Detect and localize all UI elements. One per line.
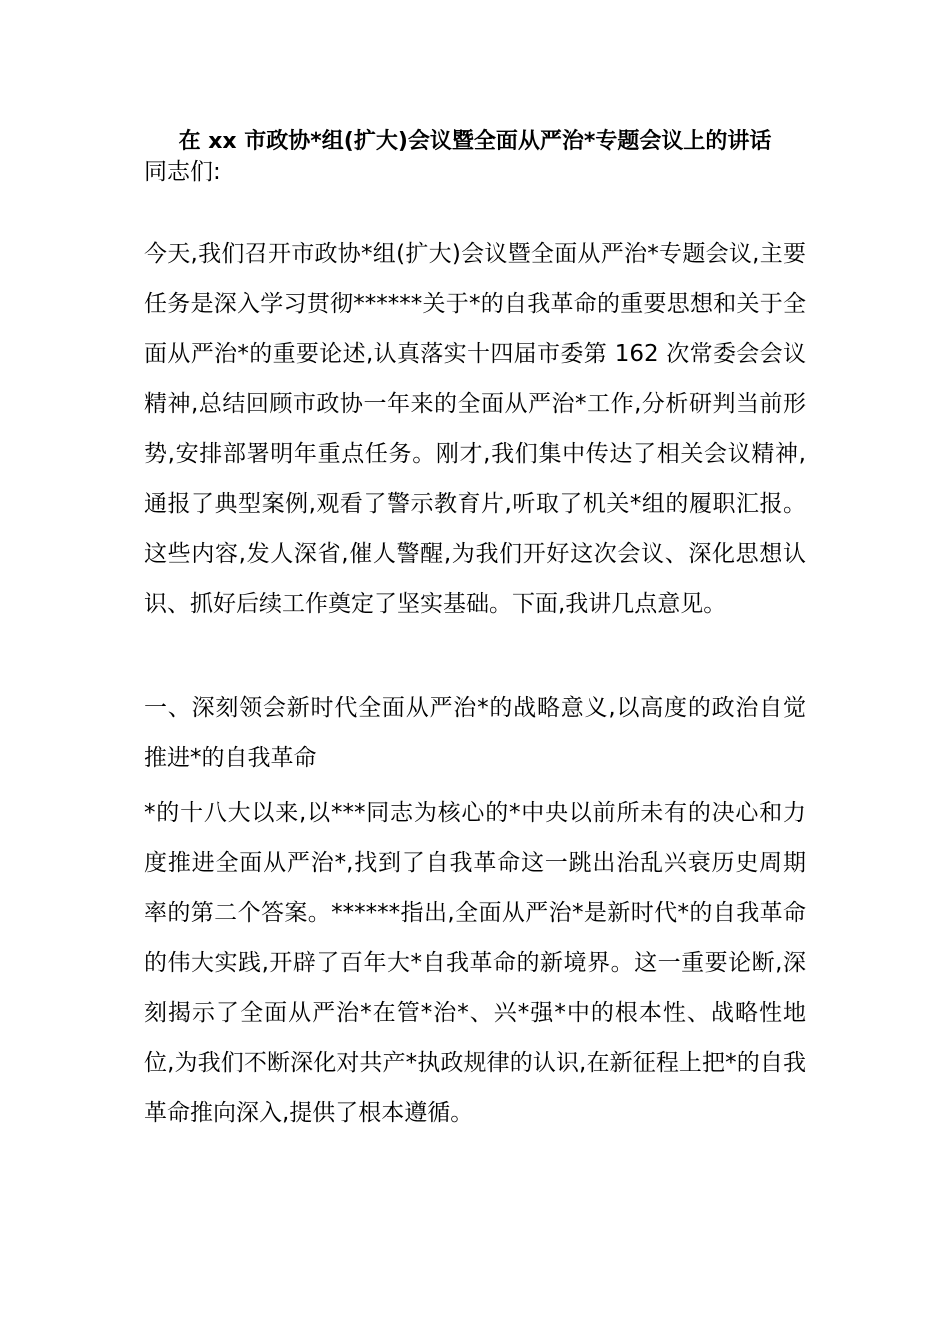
section-heading-text: 一、深刻领会新时代全面从严治*的战略意义,以高度的政治自觉推进*的自我革命 [144,695,806,771]
document-title: 在 xx 市政协*组(扩大)会议暨全面从严治*专题会议上的讲话 [178,129,772,154]
paragraph-text: *的十八大以来,以***同志为核心的*中央以前所未有的决心和力度推进全面从严治*,找到了自我革命这一跳出治乱兴衰历史周期率的第二个答案。******指出,全面从严治*是新时代*的自我革命的伟大实践,开辟了百年大*自我革命的新境界。这一重要论断,深刻揭示了全面从严治*在管*治*、兴*强*中的根本性、战略性地位,为我们不断深化对共产*执政规律的认识,在新征程上把*的自我革命推向深入,提供了根本遵循。 [144,800,806,1126]
paragraph-text: 今天,我们召开市政协*组(扩大)会议暨全面从严治*专题会议,主要任务是深入学习贯彻******关于*的自我革命的重要思想和关于全面从严治*的重要论述,认真落实十四届市委第 162 次常委会会议精神,总结回顾市政协一年来的全面从严治*工作,分析研判当前形势,安排部署明年重点任务。刚才,我们集中传达了相关会议精神,通报了典型案例,观看了警示教育片,听取了机关*组的履职汇报。这些内容,发人深省,催人警醒,为我们开好这次会议、深化思想认识、抓好后续工作奠定了坚实基础。下面,我讲几点意见。 [144,241,806,617]
section-heading [144,683,806,783]
salutation [144,147,806,197]
intro-paragraph [144,229,806,629]
salutation-text: 同志们: [144,159,221,185]
section-paragraph [144,788,806,1138]
